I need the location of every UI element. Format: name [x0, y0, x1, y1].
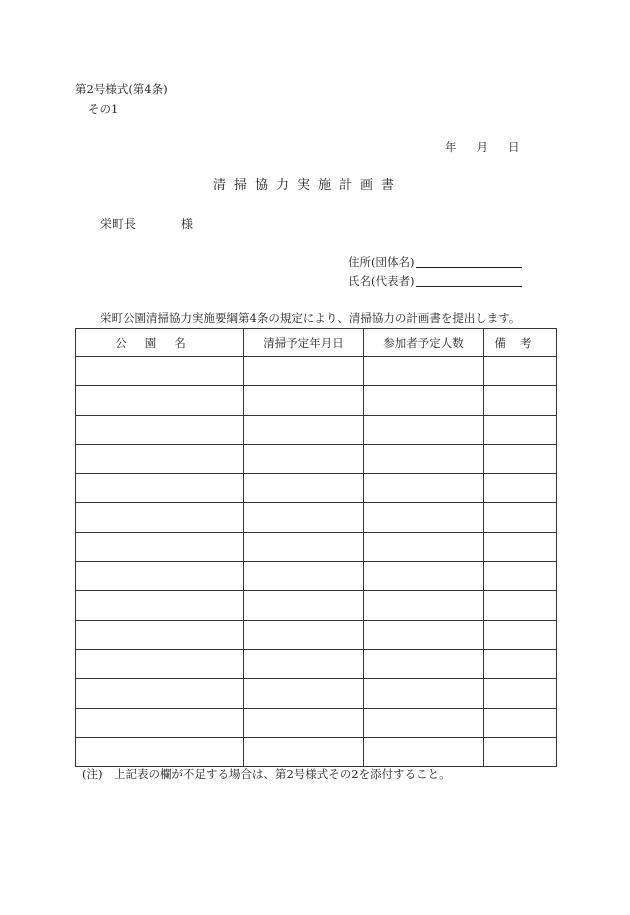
participants-cell[interactable] — [364, 386, 484, 415]
table-row — [76, 591, 557, 620]
body-text: 栄町公園清掃協力実施要綱第4条の規定により、清掃協力の計画書を提出します。 — [100, 311, 521, 325]
participants-cell[interactable] — [364, 591, 484, 620]
header-participants: 参加者予定人数 — [364, 329, 484, 357]
table-row — [76, 503, 557, 532]
remarks-cell[interactable] — [484, 474, 557, 503]
table-row — [76, 708, 557, 737]
remarks-cell[interactable] — [484, 591, 557, 620]
park-name-cell[interactable] — [76, 679, 244, 708]
participants-cell[interactable] — [364, 444, 484, 473]
remarks-cell[interactable] — [484, 620, 557, 649]
header-park-name: 公園名 — [76, 329, 244, 357]
addressee-name: 栄町長 — [100, 217, 137, 231]
park-name-cell[interactable] — [76, 474, 244, 503]
remarks-cell[interactable] — [484, 415, 557, 444]
table-row — [76, 737, 557, 766]
name-field — [348, 274, 522, 287]
cleaning-date-cell[interactable] — [244, 532, 364, 561]
sub-number: その1 — [88, 102, 119, 116]
form-number: 第2号様式(第4条) — [75, 82, 168, 96]
participants-cell[interactable] — [364, 708, 484, 737]
park-name-cell[interactable] — [76, 708, 244, 737]
remarks-cell[interactable] — [484, 737, 557, 766]
participants-cell[interactable] — [364, 357, 484, 386]
park-name-cell[interactable] — [76, 503, 244, 532]
addressee — [100, 218, 193, 230]
park-name-cell[interactable] — [76, 649, 244, 678]
participants-cell[interactable] — [364, 415, 484, 444]
table-row — [76, 620, 557, 649]
address-field — [348, 255, 522, 268]
remarks-cell[interactable] — [484, 386, 557, 415]
remarks-cell[interactable] — [484, 532, 557, 561]
cleaning-date-cell[interactable] — [244, 708, 364, 737]
cleaning-date-cell[interactable] — [244, 737, 364, 766]
participants-cell[interactable] — [364, 562, 484, 591]
cleaning-date-cell[interactable] — [244, 562, 364, 591]
cleaning-date-cell[interactable] — [244, 415, 364, 444]
address-blank-line[interactable] — [416, 255, 522, 268]
table-row — [76, 649, 557, 678]
remarks-cell[interactable] — [484, 562, 557, 591]
cleaning-date-cell[interactable] — [244, 503, 364, 532]
remarks-cell[interactable] — [484, 444, 557, 473]
date-line — [445, 142, 520, 154]
plan-table — [75, 328, 557, 767]
header-cleaning-date: 清掃予定年月日 — [244, 329, 364, 357]
table-header-row — [76, 329, 557, 357]
park-name-cell[interactable] — [76, 386, 244, 415]
participants-cell[interactable] — [364, 503, 484, 532]
cleaning-date-cell[interactable] — [244, 591, 364, 620]
table-row — [76, 415, 557, 444]
table-body — [76, 357, 557, 767]
park-name-cell[interactable] — [76, 620, 244, 649]
participants-cell[interactable] — [364, 737, 484, 766]
address-label: 住所(団体名) — [348, 254, 415, 269]
participants-cell[interactable] — [364, 620, 484, 649]
name-label: 氏名(代表者) — [348, 273, 415, 288]
participants-cell[interactable] — [364, 532, 484, 561]
cleaning-date-cell[interactable] — [244, 620, 364, 649]
table-row — [76, 357, 557, 386]
cleaning-date-cell[interactable] — [244, 386, 364, 415]
footnote: (注) 上記表の欄が不足する場合は、第2号様式その2を添付すること。 — [82, 767, 451, 781]
cleaning-date-cell[interactable] — [244, 357, 364, 386]
cleaning-date-cell[interactable] — [244, 474, 364, 503]
participants-cell[interactable] — [364, 649, 484, 678]
participants-cell[interactable] — [364, 679, 484, 708]
park-name-cell[interactable] — [76, 415, 244, 444]
park-name-cell[interactable] — [76, 532, 244, 561]
date-year-label: 年 — [445, 140, 457, 154]
date-day-label: 日 — [508, 140, 520, 154]
park-name-cell[interactable] — [76, 444, 244, 473]
name-blank-line[interactable] — [416, 274, 522, 287]
table-row — [76, 474, 557, 503]
cleaning-date-cell[interactable] — [244, 679, 364, 708]
remarks-cell[interactable] — [484, 679, 557, 708]
park-name-cell[interactable] — [76, 737, 244, 766]
table-row — [76, 386, 557, 415]
addressee-honorific: 様 — [181, 217, 194, 231]
park-name-cell[interactable] — [76, 357, 244, 386]
park-name-cell[interactable] — [76, 562, 244, 591]
participants-cell[interactable] — [364, 474, 484, 503]
date-month-label: 月 — [476, 140, 488, 154]
table-row — [76, 444, 557, 473]
cleaning-date-cell[interactable] — [244, 444, 364, 473]
table-row — [76, 562, 557, 591]
remarks-cell[interactable] — [484, 708, 557, 737]
remarks-cell[interactable] — [484, 649, 557, 678]
cleaning-date-cell[interactable] — [244, 649, 364, 678]
table-row — [76, 679, 557, 708]
remarks-cell[interactable] — [484, 503, 557, 532]
table-row — [76, 532, 557, 561]
header-remarks: 備考 — [484, 329, 557, 357]
remarks-cell[interactable] — [484, 357, 557, 386]
park-name-cell[interactable] — [76, 591, 244, 620]
page-title: 清掃協力実施計画書 — [213, 178, 403, 193]
